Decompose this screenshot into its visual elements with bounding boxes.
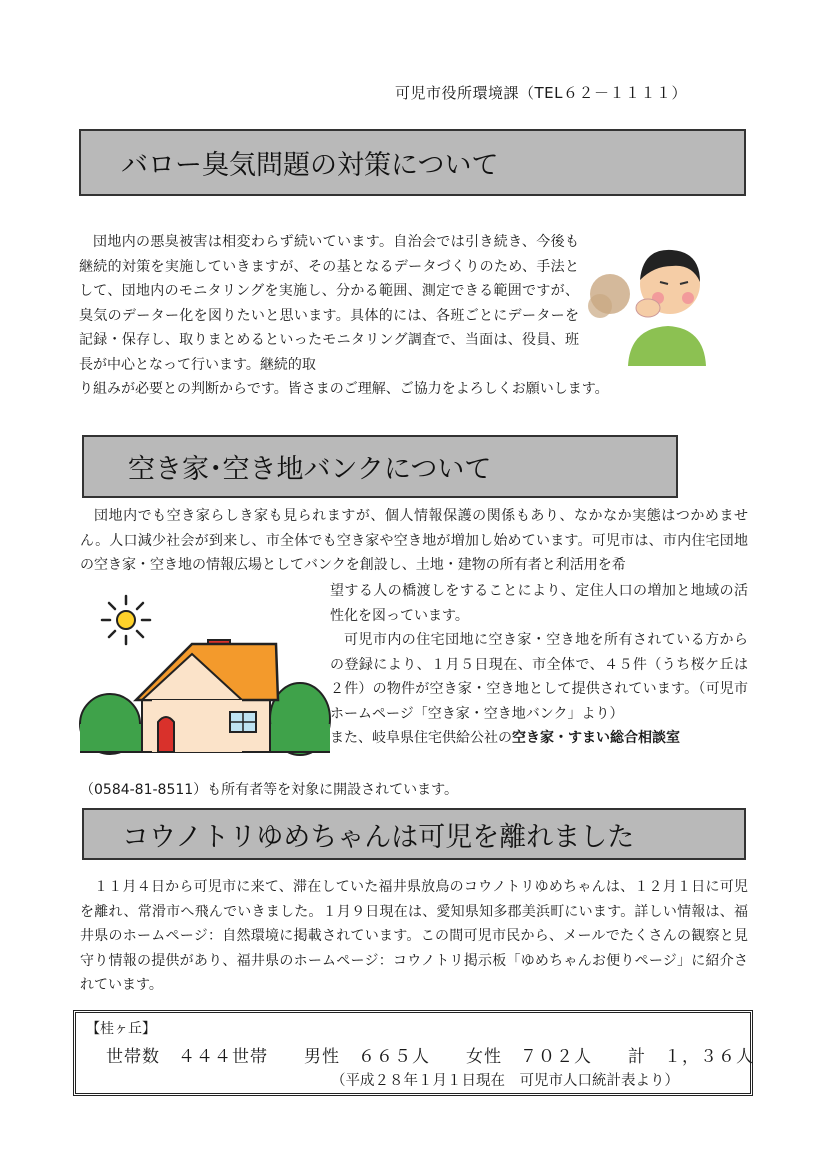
section-heading-vacant-house xyxy=(82,435,678,498)
vacant-house-paragraph-1: 団地内でも空き家らしき家も見られますが、個人情報保護の関係もあり、なかなか実態はつかめません。人口減少社会が到来し、市全体でも空き家や空き地が増加し始めています。可児市は、市内住宅団地の空き家・空き地の情報広場としてバンクを創設し、土地・建物の所有者と利活用を希 xyxy=(80,508,748,573)
smelly-man-illustration xyxy=(588,236,710,366)
vacant-house-paragraphs xyxy=(330,579,748,751)
stats-source: （平成２８年１月１日現在 可児市人口統計表より） xyxy=(331,1073,679,1089)
contact-info: 可児市役所環境課（TEL６２－１１１１） xyxy=(395,84,687,102)
total-count: １，３６人 xyxy=(664,1047,754,1067)
district-label: 【桂ヶ丘】 xyxy=(86,1021,156,1037)
vacant-house-paragraph-3: 可児市内の住宅団地に空き家・空き地を所有されている方からの登録により、１月５日現在、市全体で、４５件（うち桜ケ丘は２件）の物件が空き家・空き地として提供されています。（可児市ホームページ「空き家・空き地バンク」より） xyxy=(330,632,748,722)
house-illustration xyxy=(80,594,330,754)
consultation-phone: （0584-81-8511）も所有者等を対象に開設されています。 xyxy=(80,782,459,798)
consultation-line: また、岐阜県住宅供給公社の空き家・すまい総合相談室 xyxy=(330,730,680,746)
stork-paragraph: １１月４日から可児市に来て、滞在していた福井県放鳥のコウノトリゆめちゃんは、１２月１日に可児を離れ、常滑市へ飛んでいきました。１月９日現在は、愛知県知多郡美浜町にいます。詳しい情報は、福井県のホームページ：自然環境に掲載されています。この間可児市民から、メールでたくさんの観察と見守り情報の提供があり、福井県のホームページ：コウノトリ掲示板「ゆめちゃんお便りページ」に紹介されています。 xyxy=(80,879,748,993)
section-title: コウノトリゆめちゃんは可児を離れました xyxy=(122,821,635,853)
consultation-office: 空き家・すまい総合相談室 xyxy=(512,730,680,746)
vacant-house-paragraph-2: 望する人の橋渡しをすることにより、定住人口の増加と地域の活性化を図っています。 xyxy=(330,583,748,624)
male-count: ６６５人 xyxy=(358,1047,430,1067)
section-heading-stork xyxy=(82,808,746,860)
section-heading-odor xyxy=(79,129,746,196)
population-figures: 世帯数 ４４４世帯 男性 ６６５人 女性 ７０２人 計 １，３６人 xyxy=(106,1047,754,1067)
household-count: ４４４世帯 xyxy=(178,1047,268,1067)
odor-paragraph: 団地内の悪臭被害は相変わらず続いています。自治会では引き続き、今後も継続的対策を実施していきますが、その基となるデータづくりのため、手法として、団地内のモニタリングを実施し、分かる範囲、測定できる範囲ですが、臭気のデーター化を図りたいと思います。具体的には、各班ごとにデーターを記録・保存し、取りまとめるといったモニタリング調査で、当面は、役員、班長が中心となって行います。継続的取 xyxy=(79,234,579,373)
population-stats-box xyxy=(73,1010,753,1096)
section-title: バロー臭気問題の対策について xyxy=(121,150,499,181)
odor-paragraph-tail: り組みが必要との判断からです。皆さまのご理解、ご協力をよろしくお願いします。 xyxy=(79,381,609,397)
section-title: 空き家･空き地バンクについて xyxy=(128,454,492,485)
female-count: ７０２人 xyxy=(520,1047,592,1067)
